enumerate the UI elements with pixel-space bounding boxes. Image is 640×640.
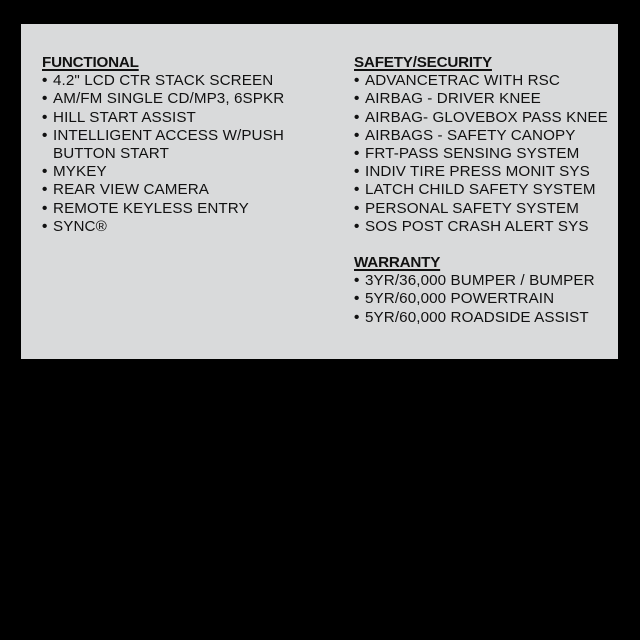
list-item-text: SOS POST CRASH ALERT SYS xyxy=(365,217,589,235)
bullet-icon: • xyxy=(42,199,48,217)
list-item xyxy=(42,218,342,236)
list-item-text: AIRBAGS - SAFETY CANOPY xyxy=(365,126,576,144)
list-item-text: 5YR/60,000 POWERTRAIN xyxy=(365,290,555,308)
list-item xyxy=(42,127,342,163)
list-item-text: INDIV TIRE PRESS MONIT SYS xyxy=(365,163,590,181)
safety-warranty-column xyxy=(354,54,616,327)
list-item-text: PERSONAL SAFETY SYSTEM xyxy=(365,199,580,217)
bullet-icon: • xyxy=(354,181,360,199)
functional-column xyxy=(42,54,342,236)
bullet-icon: • xyxy=(354,108,360,126)
list-item-text: ADVANCETRAC WITH RSC xyxy=(365,72,560,90)
list-item xyxy=(42,200,342,218)
section-spacer xyxy=(354,236,616,254)
list-item-text: 5YR/60,000 ROADSIDE ASSIST xyxy=(365,308,589,326)
list-item-text: AIRBAG - DRIVER KNEE xyxy=(365,90,541,108)
list-item xyxy=(42,90,342,108)
bullet-icon: • xyxy=(42,90,48,108)
warranty-heading: WARRANTY xyxy=(354,254,441,272)
bullet-icon: • xyxy=(42,181,48,199)
list-item xyxy=(42,163,342,181)
list-item xyxy=(42,72,342,90)
list-item-text: 4.2" LCD CTR STACK SCREEN xyxy=(53,72,274,90)
list-item xyxy=(42,181,342,199)
functional-list xyxy=(42,72,342,236)
bullet-icon: • xyxy=(42,72,48,90)
bullet-icon: • xyxy=(42,217,48,235)
bullet-icon: • xyxy=(42,163,48,181)
list-item-text: FRT-PASS SENSING SYSTEM xyxy=(365,145,580,163)
list-item-text-continuation: BUTTON START xyxy=(53,145,169,163)
list-item xyxy=(354,309,616,327)
warranty-list xyxy=(354,272,616,327)
list-item-text: INTELLIGENT ACCESS W/PUSH xyxy=(53,126,284,144)
bullet-icon: • xyxy=(354,308,360,326)
bullet-icon: • xyxy=(354,163,360,181)
bullet-icon: • xyxy=(354,90,360,108)
list-item-text: LATCH CHILD SAFETY SYSTEM xyxy=(365,181,596,199)
list-item xyxy=(354,90,616,108)
functional-heading: FUNCTIONAL xyxy=(42,54,139,71)
bullet-icon: • xyxy=(42,108,48,126)
list-item-text: HILL START ASSIST xyxy=(53,108,196,126)
list-item-text: REAR VIEW CAMERA xyxy=(53,181,210,199)
list-item xyxy=(354,72,616,90)
list-item-text: REMOTE KEYLESS ENTRY xyxy=(53,199,249,217)
list-item xyxy=(354,200,616,218)
list-item xyxy=(354,127,616,145)
bullet-icon: • xyxy=(354,272,360,290)
list-item xyxy=(354,290,616,308)
list-item xyxy=(354,218,616,236)
bullet-icon: • xyxy=(354,145,360,163)
bullet-icon: • xyxy=(354,72,360,90)
list-item xyxy=(354,163,616,181)
bullet-icon: • xyxy=(354,290,360,308)
list-item xyxy=(354,181,616,199)
list-item-text: AIRBAG- GLOVEBOX PASS KNEE xyxy=(365,108,608,126)
list-item xyxy=(354,272,616,290)
list-item-text: AM/FM SINGLE CD/MP3, 6SPKR xyxy=(53,90,285,108)
list-item xyxy=(42,109,342,127)
list-item xyxy=(354,145,616,163)
bullet-icon: • xyxy=(354,199,360,217)
list-item-text: SYNC® xyxy=(53,217,107,235)
safety-security-heading: SAFETY/SECURITY xyxy=(354,54,492,71)
bullet-icon: • xyxy=(42,126,48,144)
list-item-text: 3YR/36,000 BUMPER / BUMPER xyxy=(365,272,595,290)
features-card xyxy=(21,24,618,359)
bullet-icon: • xyxy=(354,126,360,144)
safety-security-list xyxy=(354,72,616,236)
bullet-icon: • xyxy=(354,217,360,235)
list-item-text: MYKEY xyxy=(53,163,107,181)
list-item xyxy=(354,109,616,127)
